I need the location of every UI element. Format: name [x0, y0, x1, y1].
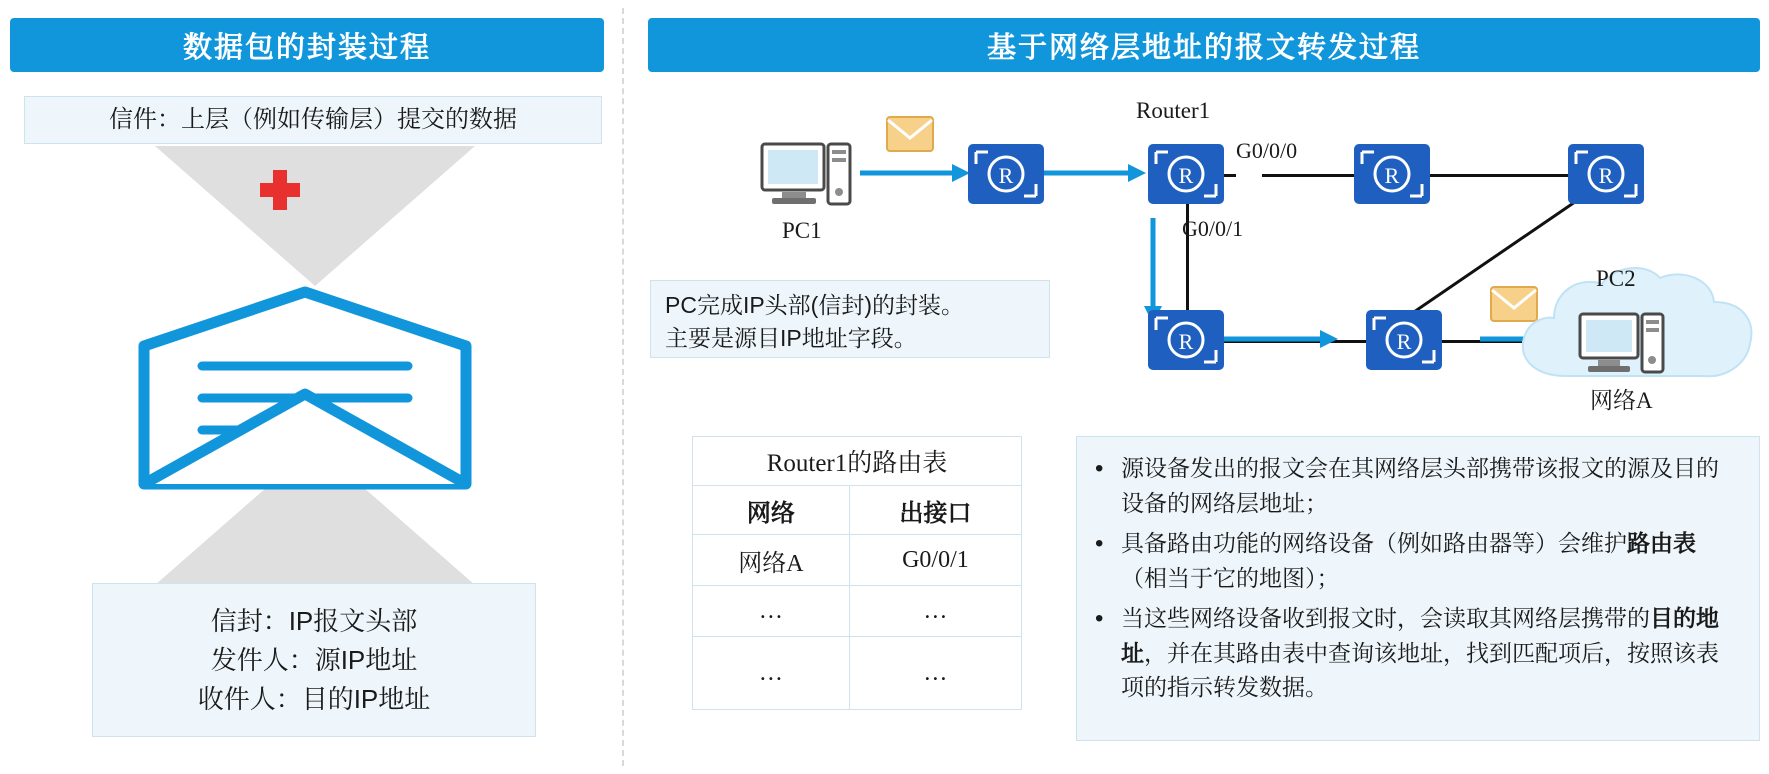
- table-row: [693, 586, 1022, 637]
- letter-bottom-line1: 信封：IP报文头部: [210, 605, 418, 636]
- letter-bottom-line3: 收件人：目的IP地址: [197, 683, 431, 714]
- left-panel-title: 数据包的封装过程: [10, 18, 604, 72]
- svg-text:R: R: [1384, 163, 1400, 188]
- list-item: [1121, 526, 1741, 595]
- explanation-list: [1087, 451, 1741, 705]
- router-icon[interactable]: [1366, 310, 1442, 370]
- bullet-text-3: 当这些网络设备收到报文时，会读取其网络层携带的目的地址，并在其路由表中查询该地址，找到匹配项后，按照该表项的指示转发数据。: [1121, 605, 1719, 700]
- red-cross-icon: [258, 168, 302, 212]
- pc-encapsulation-note: [650, 280, 1050, 358]
- bullet-text-1: 源设备发出的报文会在其网络层头部携带该报文的源及目的设备的网络层地址；: [1121, 455, 1719, 516]
- pc2-label: PC2: [1596, 266, 1636, 291]
- cell-network: 网络A: [693, 535, 850, 586]
- router-icon[interactable]: [968, 144, 1044, 204]
- routing-table: [692, 436, 1022, 710]
- table-row: [693, 535, 1022, 586]
- cell-network: …: [693, 586, 850, 637]
- cloud-network-label: 网络A: [1590, 388, 1653, 413]
- pc1-label: PC1: [782, 218, 822, 243]
- router-icon[interactable]: [1148, 310, 1224, 370]
- right-panel-title: 基于网络层地址的报文转发过程: [648, 18, 1760, 72]
- letter-top-note: 信件：上层（例如传输层）提交的数据: [24, 96, 602, 144]
- flow-arrow-r2-r5: [1140, 218, 1166, 324]
- router1-label: Router1: [1136, 98, 1211, 123]
- table-header-row: [693, 486, 1022, 535]
- router-icon[interactable]: [1568, 144, 1644, 204]
- svg-text:R: R: [998, 163, 1014, 188]
- svg-text:R: R: [1598, 163, 1614, 188]
- funnel-top-shape: [155, 146, 475, 286]
- interface-g001-label: G0/0/1: [1182, 216, 1244, 241]
- flow-arrow-pc1-r1: [860, 160, 970, 186]
- cell-interface: …: [849, 586, 1021, 637]
- routing-table-caption: Router1的路由表: [693, 437, 1022, 486]
- big-envelope-icon: [130, 286, 480, 491]
- svg-text:R: R: [1178, 163, 1194, 188]
- cell-interface: G0/0/1: [849, 535, 1021, 586]
- desktop-pc-icon: [1578, 310, 1666, 376]
- cell-network: …: [693, 637, 850, 710]
- mail-envelope-icon: [886, 116, 934, 152]
- link-r2-r3: [1262, 174, 1354, 177]
- column-header-network: 网络: [693, 486, 850, 535]
- column-header-interface: 出接口: [849, 486, 1021, 535]
- list-item: [1121, 451, 1741, 520]
- table-row: [693, 637, 1022, 710]
- router-icon[interactable]: [1354, 144, 1430, 204]
- explanation-panel: [1076, 436, 1760, 741]
- pc-note-line2: 主要是源目IP地址字段。: [665, 325, 917, 352]
- svg-text:R: R: [1178, 329, 1194, 354]
- svg-text:R: R: [1396, 329, 1412, 354]
- letter-bottom-line2: 发件人：源IP地址: [210, 644, 418, 675]
- desktop-pc-icon: [760, 140, 852, 208]
- panel-divider: [622, 8, 624, 766]
- flow-arrow-r5-r6: [1208, 326, 1338, 352]
- letter-bottom-note: [92, 583, 536, 737]
- pc-note-line1: PC完成IP头部(信封)的封装。: [665, 292, 964, 318]
- table-caption-row: [693, 437, 1022, 486]
- list-item: [1121, 601, 1741, 705]
- interface-g000-label: G0/0/0: [1236, 138, 1298, 163]
- bullet-text-2: 具备路由功能的网络设备（例如路由器等）会维护路由表（相当于它的地图）；: [1121, 530, 1696, 591]
- router-icon[interactable]: [1148, 144, 1224, 204]
- cell-interface: …: [849, 637, 1021, 710]
